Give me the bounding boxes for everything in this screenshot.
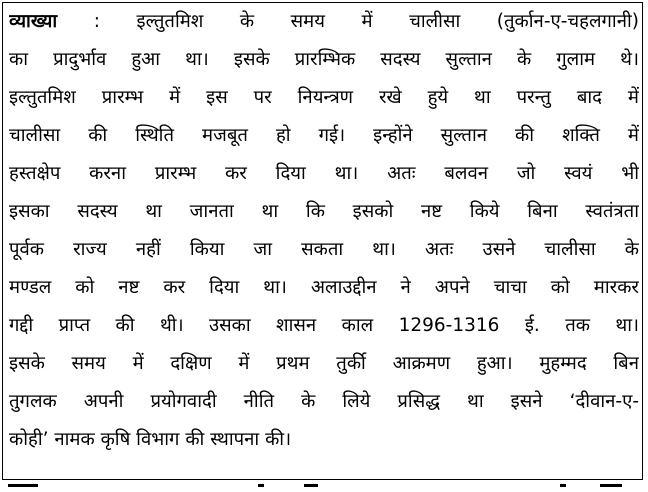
text-line-5: हस्तक्षेप करना प्रारम्भ कर दिया था। अतः बलवन जो स्वयं भी [9, 163, 639, 184]
text-line-9: गद्दी प्राप्त की थी। उसका शासन काल 1296-1316 ई. तक था। [9, 315, 639, 336]
text-line-6: इसका सदस्य था जानता था कि इसको नष्ट किये बिना स्वतंत्रता [9, 201, 639, 222]
text-line-11: तुगलक अपनी प्रयोगवादी नीति के लिये प्रसिद्ध था इसने ‘दीवान-ए- [9, 391, 639, 412]
text-line-10: इसके समय में दक्षिण में प्रथम तुर्की आक्रमण हुआ। मुहम्मद बिन [9, 353, 639, 374]
cropped-next-line-fragment [0, 484, 648, 492]
text-line-12: कोही’ नामक कृषि विभाग की स्थापना की। [9, 429, 292, 450]
text-box [2, 2, 643, 480]
heading-vyakhya: व्याख्या [9, 11, 58, 32]
text-line-1 [9, 5, 639, 39]
text-line-1-body: : इल्तुतमिश के समय में चालीसा (तुर्कान-ए-चहलगानी) [93, 11, 639, 32]
text-line-4: चालीसा की स्थिति मजबूत हो गई। इन्होंने सुल्तान की शक्ति में [9, 125, 639, 146]
text-line-7: पूर्वक राज्य नहीं किया जा सकता था। अतः उसने चालीसा के [9, 239, 639, 260]
text-line-8: मण्डल को नष्ट कर दिया था। अलाउद्दीन ने अपने चाचा को मारकर [9, 277, 639, 298]
text-line-3: इल्तुतमिश प्रारम्भ में इस पर नियन्त्रण रखे हुये था परन्तु बाद में [9, 87, 639, 108]
text-line-2: का प्रादुर्भाव हुआ था। इसके प्रारम्भिक सदस्य सुल्तान के गुलाम थे। [9, 49, 639, 70]
